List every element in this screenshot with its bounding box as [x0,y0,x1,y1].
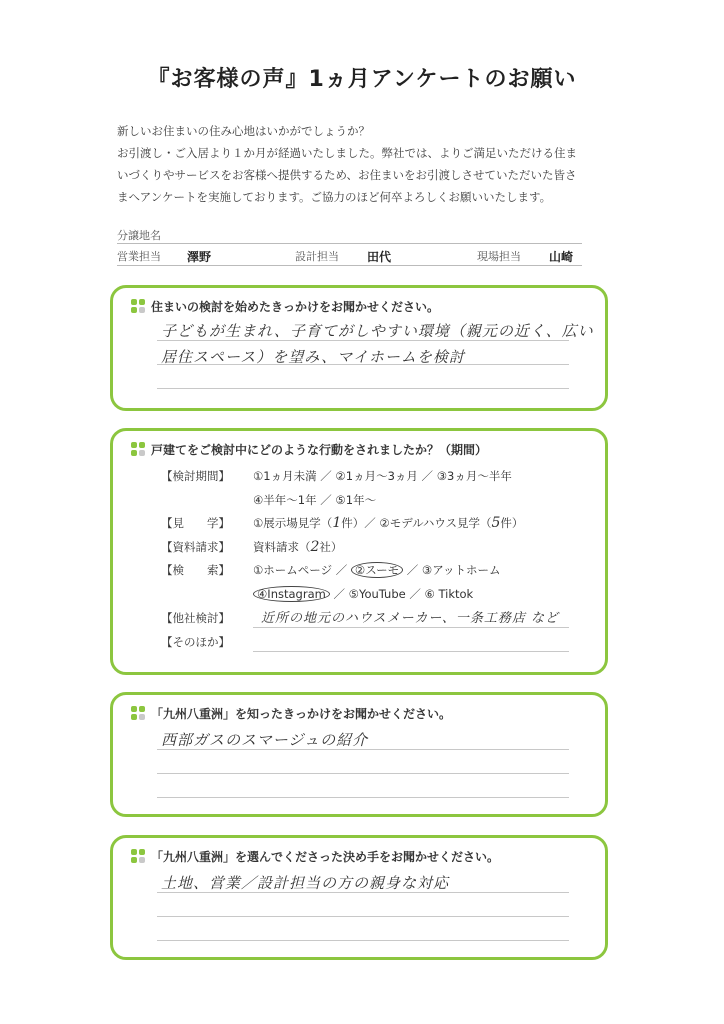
answer-rule [157,916,569,917]
visit-row [253,515,523,531]
q4-answer-line1: 土地、営業／設計担当の方の親身な対応 [161,874,450,892]
sales-label: 営業担当 [117,250,161,263]
area-row [117,224,582,244]
else-label: 【そのほか】 [161,635,230,649]
period-options-2: ④半年～1年 ／ ⑤1年～ [253,493,377,507]
answer-rule [157,364,569,365]
q1-answer-line2: 居住スペース）を望み、マイホームを検討 [161,348,465,366]
answer-rule [157,773,569,774]
q4-heading-text: 「九州八重洲」を選んでくださった決め手をお聞かせください。 [151,850,500,864]
visit-label: 【見 学】 [161,516,230,530]
intro-line: まへアンケートを実施しております。ご協力のほど何卒よろしくお願いいたします。 [117,190,552,204]
clover-icon [131,849,145,863]
q1-answer-line1: 子どもが生まれ、子育てがしやすい環境（親元の近く、広い [161,322,594,340]
docs-label: 【資料請求】 [161,540,230,554]
docs-count: 2 [310,539,320,555]
question-box-1 [110,285,608,411]
answer-rule [253,651,569,652]
design-label: 設計担当 [295,250,339,263]
staff-row [117,245,582,266]
sales-value: 澤野 [187,250,212,264]
answer-rule [157,340,569,341]
q3-answer-line1: 西部ガスのスマージュの紹介 [161,731,369,749]
answer-rule [157,940,569,941]
q2-heading-text: 戸建てをご検討中にどのような行動をされましたか？（期間） [151,443,488,457]
intro-line: 新しいお住まいの住み心地はいかがでしょうか？ [117,124,370,138]
visit-b-count: 5 [491,515,501,531]
question-box-4 [110,835,608,960]
q4-heading [131,848,499,865]
q2-heading [131,441,487,458]
answer-rule [157,892,569,893]
clover-icon [131,442,145,456]
answer-rule [157,797,569,798]
q1-heading [131,298,439,315]
page-title: 『お客様の声』1ヵ月アンケートのお願い [147,67,577,92]
q1-heading-text: 住まいの検討を始めたきっかけをお聞かせください。 [151,300,440,314]
site-label: 現場担当 [477,250,521,263]
search-suumo-circled: ②スーモ [351,562,403,578]
area-label: 分譲地名 [117,229,161,242]
search-homepage: ①ホームページ ／ [253,563,351,577]
intro-line: お引渡し・ご入居より１か月が経過いたしました。弊社では、よりご満足いただける住ま [117,146,577,160]
search-row-1 [253,562,500,578]
visit-a-text: ①展示場見学（ [253,516,333,530]
other-label: 【他社検討】 [161,611,230,625]
docs-row [253,539,342,555]
design-value: 田代 [367,250,392,264]
search-label: 【検 索】 [161,563,230,577]
answer-rule [157,749,569,750]
site-value: 山崎 [549,250,574,264]
visit-a-count: 1 [332,515,342,531]
q3-heading [131,705,451,722]
docs-end: 社） [319,540,343,554]
visit-a-end: 件）／ ②モデルハウス見学（ [341,516,492,530]
clover-icon [131,706,145,720]
intro-line: いづくりやサービスをお客様へ提供するため、お住まいをお引渡しさせていただいた皆さ [117,168,577,182]
period-options-1: ①1ヵ月未満 ／ ②1ヵ月～3ヵ月 ／ ③3ヵ月～半年 [253,469,512,483]
q3-heading-text: 「九州八重洲」を知ったきっかけをお聞かせください。 [151,707,452,721]
period-label: 【検討期間】 [161,469,230,483]
answer-rule [253,627,569,628]
search-others: ／ ⑤YouTube ／ ⑥ Tiktok [329,587,474,601]
search-row-2 [253,586,473,602]
answer-rule [157,388,569,389]
search-instagram-circled: ④Instagram [253,586,330,602]
search-athome: ／ ③アットホーム [403,563,501,577]
clover-icon [131,299,145,313]
question-box-3 [110,692,608,817]
docs-text: 資料請求（ [253,540,311,554]
visit-b-end: 件） [500,516,524,530]
intro-text [117,120,597,208]
other-answer: 近所の地元のハウスメーカー、一条工務店 など [261,611,559,626]
question-box-2 [110,428,608,675]
